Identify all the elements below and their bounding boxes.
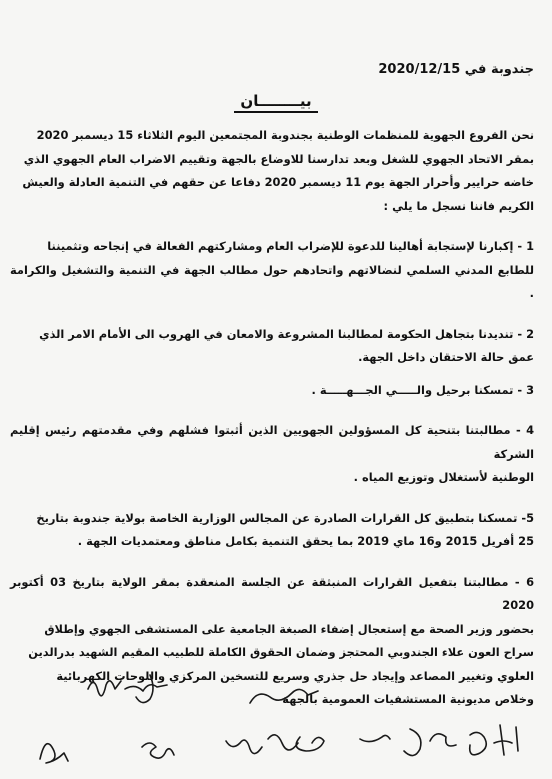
- item-3: [10, 379, 534, 403]
- intro-line: خاضه حرايير وأحرار الجهة يوم 11 ديسمبر 2020 دفاعا عن حقهم في التنمية العادلة والعيش: [22, 175, 534, 189]
- item-line: 5- تمسكنا بتطبيق كل القرارات الصادرة عن المجالس الوزارية الخاصة بولاية جندوبة بتاريخ: [36, 510, 534, 525]
- item-line: 2 - تنديدنا بتجاهل الحكومة لمطالبنا المشروعة والامعان في الهروب الى الأمام الامر الذي: [39, 326, 534, 341]
- document-body: [10, 124, 534, 712]
- signature-mark: [470, 732, 487, 754]
- item-line: 1 - إكبارنا لإستجابة أهالينا للدعوة للإضراب العام ومشاركتهم الفعالة في إنجاحه وتثميننا: [47, 239, 534, 253]
- document-title: [0, 92, 552, 110]
- signature-mark: [296, 737, 324, 751]
- document-date: جندوبة في 2020/12/15: [378, 62, 534, 77]
- item-line: الوطنية لأستغلال وتوزيع المياه .: [353, 470, 534, 484]
- item-line: 25 أفريل 2015 و16 ماي 2019 بما يحقق التنمية بكامل مناطق ومعتمديات الجهة .: [77, 534, 534, 548]
- item-4: [10, 419, 534, 490]
- item-line: 4 - مطالبتنا بتنحية كل المسؤولين الجهويين الذين أثبتوا فشلهم وفي مقدمتهم رئيس إقليم الشركة: [10, 423, 534, 461]
- intro-paragraph: [10, 124, 534, 218]
- item-line: للطابع المدني السلمي لنضالاتهم واتحادهم حول مطالب الجهة في التنمية والتشغيل والكرامة .: [10, 262, 534, 300]
- item-6: [10, 571, 534, 712]
- intro-line: الكريم فاننا نسجل ما يلي :: [383, 198, 534, 213]
- signature-mark: [494, 725, 518, 755]
- title-text: بيــــــــان: [234, 92, 317, 113]
- item-2: [10, 323, 534, 370]
- item-line: 3 - تمسكنا برحيل والـــــي الجـــهـــــة .: [311, 382, 534, 397]
- item-1: [10, 235, 534, 306]
- item-line: بحضور وزير الصحة مع إستعجال إضفاء الصبغة الجامعية على المستشفى الجهوي وإطلاق: [44, 621, 534, 636]
- intro-line: بمقر الاتحاد الجهوي للشغل وبعد تدارسنا للاوضاع بالجهة وتقييم الاضراب العام الجهوي الذي: [23, 151, 534, 166]
- item-line: وخلاص مديونية المستشفيات العمومية بالجهة: [282, 692, 534, 706]
- item-line: سراح العون علاء الجندوبي المحتجز وضمان الحقوق الكاملة للطبيب المقيم الشهيد بدرالدين: [28, 645, 534, 659]
- item-line: العلوي وتغيير المصاعد وإيجاد حل جذري وسريع للتسخين المركزي واللوحات الكهربائية: [56, 668, 534, 683]
- item-line: عمق حالة الاحتقان داخل الجهة.: [358, 350, 534, 364]
- signature-mark: [142, 743, 174, 758]
- intro-line: نحن الفروع الجهوية للمنظمات الوطنية بجندوبة المجتمعين اليوم الثلاثاء 15 ديسمبر 2020: [36, 128, 534, 142]
- item-line: 6 - مطالبتنا بتفعيل القرارات المنبثقة عن الجلسة المنعقدة بمقر الولاية بتاريخ 03 أكتوبر 2020: [10, 574, 534, 612]
- item-5: [10, 507, 534, 554]
- signature-mark: [226, 735, 298, 754]
- signature-mark: [360, 735, 390, 741]
- signature-mark: [404, 729, 456, 756]
- signature-mark: [40, 744, 68, 763]
